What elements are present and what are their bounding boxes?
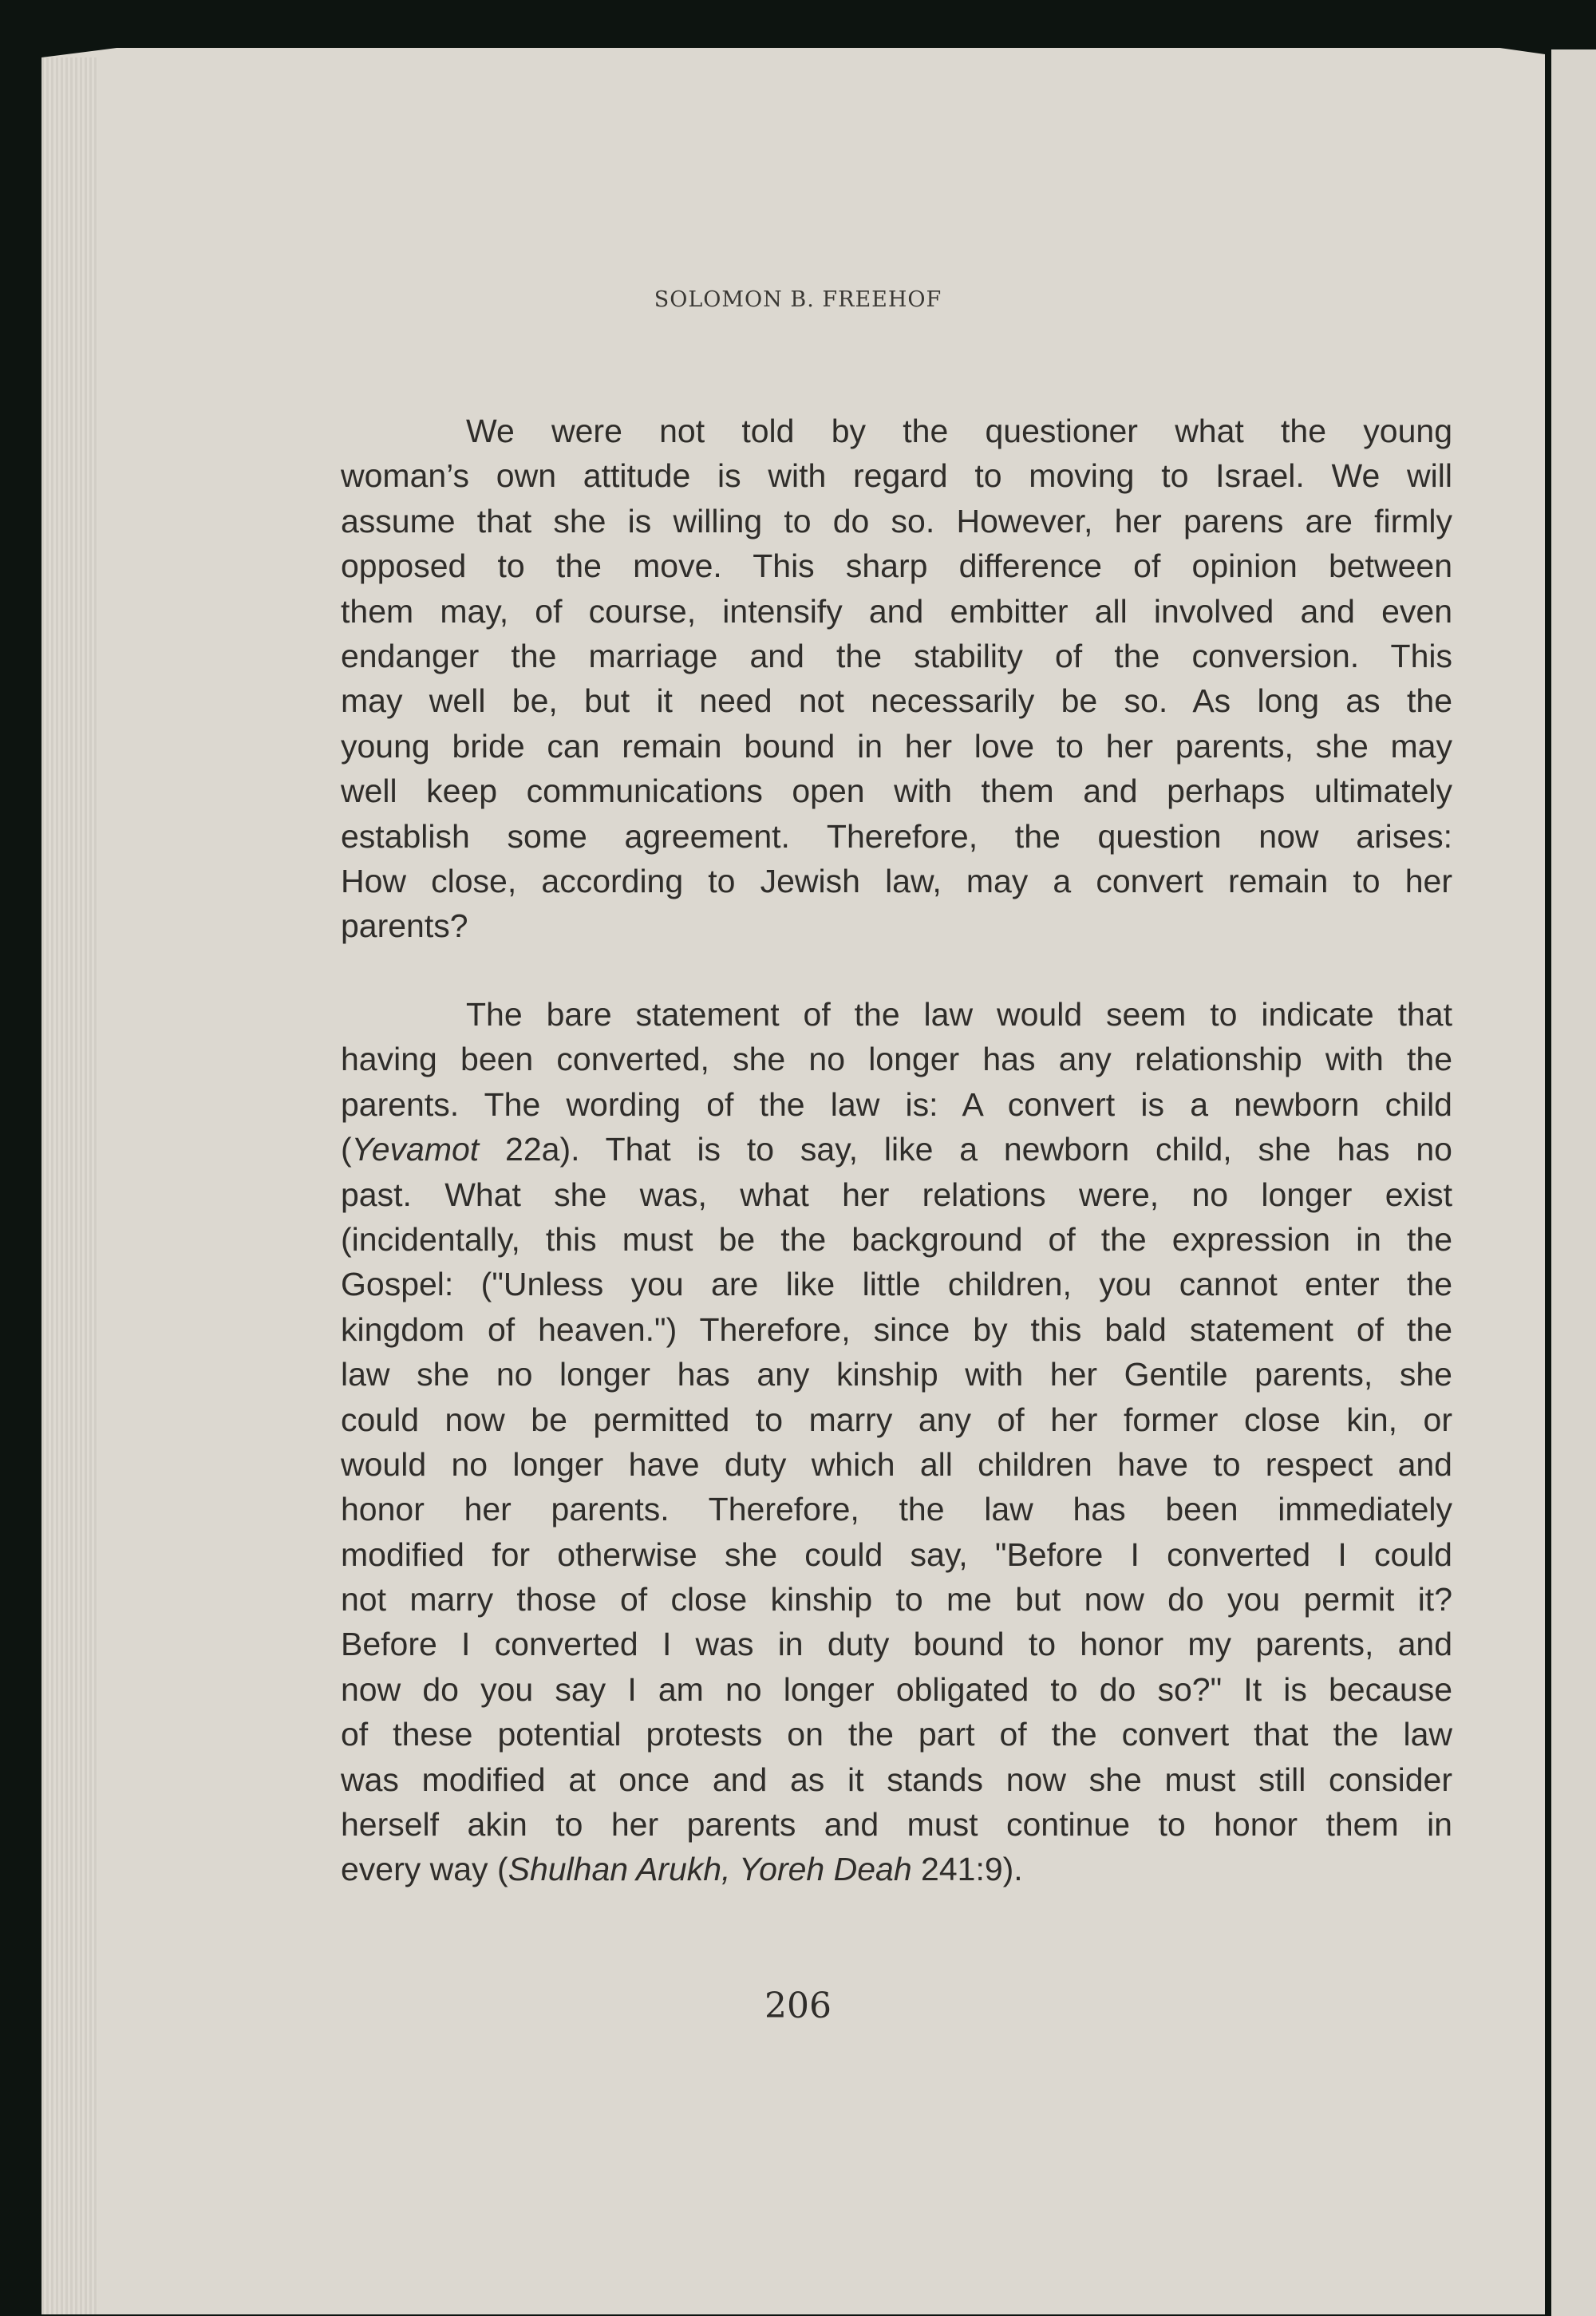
text-segment: The bare statement of the law would seem to indicate that [466,996,1452,1033]
text-segment: Before I converted I was in duty bound to honor my parents, and [341,1626,1452,1663]
text-line [341,1487,1452,1531]
text-line [341,543,1452,588]
page-stack-edge [41,57,97,2314]
text-segment: would no longer have duty which all children have to respect and [341,1445,1452,1483]
text-segment: was modified at once and as it stands now she must still consider [341,1761,1452,1798]
text-segment: young bride can remain bound in her love to her parents, she may [341,727,1452,765]
text-segment: opposed to the move. This sharp difference of opinion between [341,547,1452,585]
text-line [341,1127,1452,1172]
running-head-text: SOLOMON B. FREEHOF [654,287,942,312]
text-line [341,814,1452,859]
text-line [341,634,1452,678]
text-line [341,859,1452,903]
text-segment: 241:9). [911,1851,1023,1888]
text-line [341,1712,1452,1757]
text-segment: every way ( [341,1851,508,1888]
text-segment: woman’s own attitude is with regard to moving to Israel. We will [341,457,1452,495]
text-segment: could now be permitted to marry any of her former close kin, or [341,1401,1452,1438]
text-line [341,589,1452,634]
text-segment: We were not told by the questioner what the young [466,413,1452,449]
text-line [341,1667,1452,1712]
page-number-text: 206 [764,1986,832,2026]
page-number [99,1986,1596,2026]
running-head [106,287,1596,312]
text-line [341,1262,1452,1306]
text-segment: parents. The wording of the law is: A convert is a newborn child [341,1085,1452,1123]
text-line [341,678,1452,723]
text-segment: may well be, but it need not necessarily be so. As long as the [341,682,1452,720]
text-segment: law she no longer has any kinship with her Gentile parents, she [341,1356,1452,1393]
text-line [341,724,1452,769]
text-segment: Gospel: ("Unless you are like little children, you cannot enter the [341,1266,1452,1303]
text-line [341,409,1452,453]
text-line [341,1577,1452,1622]
text-segment: kingdom of heaven.") Therefore, since by this bald statement of the [341,1310,1452,1348]
text-segment: having been converted, she no longer has any relationship with the [341,1041,1452,1078]
text-line [341,1622,1452,1666]
italic-citation: Yevamot [351,1131,480,1168]
text-line [341,903,1452,948]
text-line [341,1757,1452,1802]
text-segment: honor her parents. Therefore, the law has been immediately [341,1491,1452,1528]
text-segment: of these potential protests on the part of the convert that the law [341,1716,1452,1753]
text-line [341,1172,1452,1217]
text-line [341,1037,1452,1081]
text-segment: not marry those of close kinship to me but now do you permit it? [341,1581,1452,1618]
text-line [341,499,1452,543]
text-segment: establish some agreement. Therefore, the question now arises: [341,817,1452,855]
text-line [341,1352,1452,1397]
text-segment: assume that she is willing to do so. However, her parens are firmly [341,502,1452,539]
italic-citation: Shulhan Arukh, Yoreh Deah [508,1851,912,1888]
text-line [341,1307,1452,1352]
text-line [341,1442,1452,1487]
text-segment: 22a). That is to say, like a newborn child, she has no [479,1131,1452,1168]
text-line [341,1217,1452,1262]
text-segment: (incidentally, this must be the background of the expression in the [341,1220,1452,1258]
text-segment: now do you say I am no longer obligated to do so?" It is because [341,1670,1452,1708]
facing-page-edge [1551,49,1596,2316]
text-line [341,769,1452,813]
paragraph-1 [341,409,1452,949]
text-line [341,992,1452,1037]
text-line [341,1532,1452,1577]
text-line [341,1802,1452,1847]
text-line [341,1082,1452,1127]
text-segment: well keep communications open with them and perhaps ultimately [341,773,1452,810]
text-segment: endanger the marriage and the stability of the conversion. This [341,637,1452,674]
text-segment: parents? [341,907,468,945]
text-segment: them may, of course, intensify and embitter all involved and even [341,592,1452,630]
text-segment: ( [341,1131,352,1168]
paragraph-2 [341,992,1452,1892]
text-segment: past. What she was, what her relations were, no longer exist [341,1176,1452,1213]
text-line [341,1847,1452,1891]
text-segment: modified for otherwise she could say, "Before I converted I could [341,1535,1452,1573]
text-segment: herself akin to her parents and must continue to honor them in [341,1806,1452,1844]
text-segment: How close, according to Jewish law, may a convert remain to her [341,862,1452,899]
text-line [341,1397,1452,1442]
text-line [341,453,1452,498]
